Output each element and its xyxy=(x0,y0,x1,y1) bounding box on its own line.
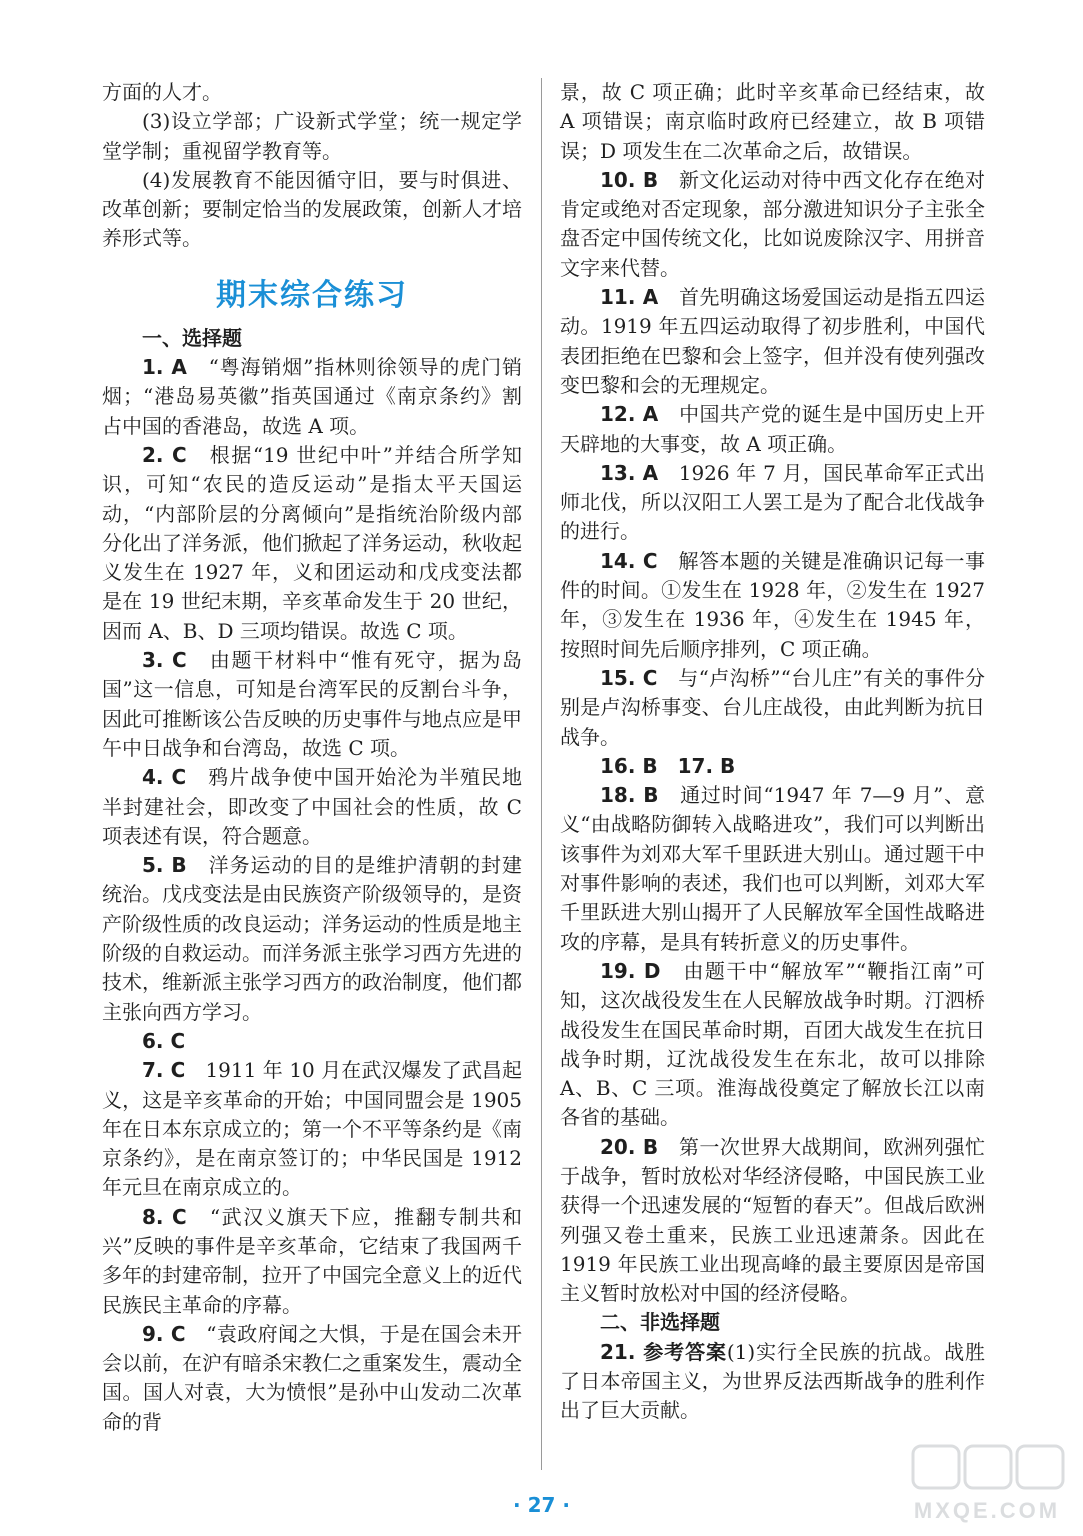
answer-text: “粤海销烟”指林则徐领导的虎门销烟；“港岛易英徽”指英国通过《南京条约》割占中国的香港岛，故选 A 项。 xyxy=(102,355,522,438)
paragraph: (4)发展教育不能因循守旧，要与时俱进、改革创新；要制定恰当的发展政策，创新人才培养形式等。 xyxy=(102,167,522,251)
answer-text: 根据“19 世纪中叶”并结合所学知识，可知“农民的造反运动”是指太平天国运动，“内部阶层的分离倾向”是指统治阶级内部分化出了洋务派，他们掀起了洋务运动，秋收起义发生在 1927 年，义和团运动和戊戌变法都是在 19 世纪末期，辛亥革命发生于 20 世纪，因而 A、B、D 三项均错误。故选 C 项。 xyxy=(102,442,523,643)
answer-text: 1911 年 10 月在武汉爆发了武昌起义，这是辛亥革命的开始；中国同盟会是 1905 年在日本东京成立的；第一个不平等条约是《南京条约》，是在南京签订的；中华民国是 1912 年元旦在南京成立的。 xyxy=(102,1058,523,1200)
answer-item xyxy=(560,664,985,752)
answer-text: 解答本题的关键是准确识记每一事件的时间。①发生在 1928 年，②发生在 1927 年，③发生在 1936 年，④发生在 1945 年，按照时间先后顺序排列，C 项正确。 xyxy=(560,548,986,661)
answer-item xyxy=(560,400,985,459)
answer-item xyxy=(102,441,522,646)
page-number: · 27 · xyxy=(513,1493,570,1517)
answer-number: 4. C xyxy=(142,765,187,790)
answer-item xyxy=(560,1338,985,1426)
answer-item xyxy=(102,1027,522,1056)
answer-number: 20. B xyxy=(600,1134,659,1159)
answer-number: 10. B xyxy=(600,167,659,192)
right-column xyxy=(560,78,985,1426)
answer-item xyxy=(102,646,522,763)
answer-item xyxy=(560,1133,985,1309)
left-column xyxy=(102,78,522,1437)
subsection-heading: 二、非选择题 xyxy=(600,1310,720,1335)
answer-number: 18. B xyxy=(600,783,659,808)
answer-item xyxy=(560,283,985,400)
answer-number: 1. A xyxy=(142,355,187,380)
answer-number: 6. C xyxy=(142,1028,186,1053)
answer-item xyxy=(102,1056,522,1202)
answer-text: 由题干材料中“惟有死守，据为岛国”这一信息，可知是台湾军民的反割台斗争，因此可推断该公告反映的历史事件与地点应是甲午中日战争和台湾岛，故选 C 项。 xyxy=(102,648,523,760)
answer-item xyxy=(102,851,522,1027)
answer-number: 3. C xyxy=(142,648,187,673)
answer-text: “袁政府闻之大惧，于是在国会未开会以前，在沪有暗杀宋教仁之重案发生，震动全国。国人对袁，大为愤恨”是孙中山发动二次革命的背 xyxy=(102,1321,522,1434)
answer-item xyxy=(560,781,985,957)
section-title: 期末综合练习 xyxy=(216,277,408,313)
paragraph: 方面的人才。 xyxy=(102,80,222,104)
answer-number: 5. B xyxy=(142,853,187,878)
answer-item xyxy=(560,459,985,547)
answer-item xyxy=(102,1203,522,1320)
answer-number: 19. D xyxy=(600,958,661,983)
paragraph: (3)设立学部；广设新式学堂；统一规定学堂学制；重视留学教育等。 xyxy=(102,109,522,163)
answer-item: 16. B 17. B xyxy=(600,753,736,778)
answer-item xyxy=(102,763,522,851)
answer-text: 洋务运动的目的是维护清朝的封建统治。戊戌变法是由民族资产阶级领导的，是资产阶级性质的改良运动；洋务运动的性质是地主阶级的自救运动。而洋务派主张学习西方先进的技术，维新派主张学习西方的政治制度，他们都主张向西方学习。 xyxy=(102,853,523,1024)
answer-number: 13. A xyxy=(600,460,659,485)
answer-text: 中国共产党的诞生是中国历史上开天辟地的大事变，故 A 项正确。 xyxy=(560,402,986,456)
answer-number: 9. C xyxy=(142,1321,186,1346)
answer-text: 通过时间“1947 年 7—9 月”、意义“由战略防御转入战略进攻”，我们可以判断出该事件为刘邓大军千里跃进大别山。通过题干中对事件影响的表述，我们也可以判断，刘邓大军千里跃进大别山揭开了人民解放军全国性战略进攻的序幕，是具有转折意义的历史事件。 xyxy=(560,783,986,954)
answer-number: 7. C xyxy=(142,1058,186,1083)
answer-item xyxy=(102,1320,522,1437)
answer-number: 8. C xyxy=(142,1204,187,1229)
answer-text: 首先明确这场爱国运动是指五四运动。1919 年五四运动取得了初步胜利，中国代表团拒绝在巴黎和会上签字，但并没有使列强改变巴黎和会的无理规定。 xyxy=(560,285,986,397)
answer-item xyxy=(560,547,985,664)
answer-text: “武汉义旗天下应，推翻专制共和兴”反映的事件是辛亥革命，它结束了我国两千多年的封建帝制，拉开了中国完全意义上的近代民族民主革命的序幕。 xyxy=(102,1204,523,1317)
answer-item xyxy=(102,353,522,441)
answer-text: 第一次世界大战期间，欧洲列强忙于战争，暂时放松对华经济侵略，中国民族工业获得一个迅速发展的“短暂的春天”。但战后欧洲列强又卷土重来，民族工业迅速萧条。因此在 1919 年民族工业出现高峰的最主要原因是帝国主义暂时放松对中国的经济侵略。 xyxy=(560,1134,986,1306)
answer-number: 14. C xyxy=(600,548,658,573)
subsection-heading: 一、选择题 xyxy=(142,325,242,350)
answer-number: 11. A xyxy=(600,285,659,310)
answer-item xyxy=(560,957,985,1133)
answer-text: 鸦片战争使中国开始沦为半殖民地半封建社会，即改变了中国社会的性质，故 C 项表述有误，符合题意。 xyxy=(102,765,523,848)
answer-text: 与“卢沟桥”“台儿庄”有关的事件分别是卢沟桥事变、台儿庄战役，由此判断为抗日战争。 xyxy=(560,665,985,749)
answer-number: 2. C xyxy=(142,442,187,467)
paragraph: 景，故 C 项正确；此时辛亥革命已经结束，故 A 项错误；南京临时政府已经建立，故 B 项错误；D 项发生在二次革命之后，故错误。 xyxy=(560,80,985,163)
column-divider xyxy=(541,78,542,1470)
svg-text:MXQE.COM: MXQE.COM xyxy=(913,1498,1061,1523)
answer-number: 12. A xyxy=(600,402,659,427)
answer-number: 21. 参考答案 xyxy=(600,1339,727,1364)
answer-item xyxy=(560,166,985,283)
answer-text: 新文化运动对待中西文化存在绝对肯定或绝对否定现象，部分激进知识分子主张全盘否定中国传统文化，比如说废除汉字、用拼音文字来代替。 xyxy=(560,167,986,280)
answer-text: 1926 年 7 月，国民革命军正式出师北伐，所以汉阳工人罢工是为了配合北伐战争的进行。 xyxy=(560,460,986,544)
answer-text: (1)实行全民族的抗战。战胜了日本帝国主义，为世界反法西斯战争的胜利作出了巨大贡献。 xyxy=(560,1339,985,1423)
answer-text: 由题干中“解放军”“鞭指江南”可知，这次战役发生在人民解放战争时期。汀泗桥战役发生在国民革命时期，百团大战发生在抗日战争时期，辽沈战役发生在东北，故可以排除 A、B、C 三项。淮海战役奠定了解放长江以南各省的基础。 xyxy=(560,958,986,1130)
watermark-logo xyxy=(905,1440,1070,1526)
answer-number: 15. C xyxy=(600,665,658,690)
